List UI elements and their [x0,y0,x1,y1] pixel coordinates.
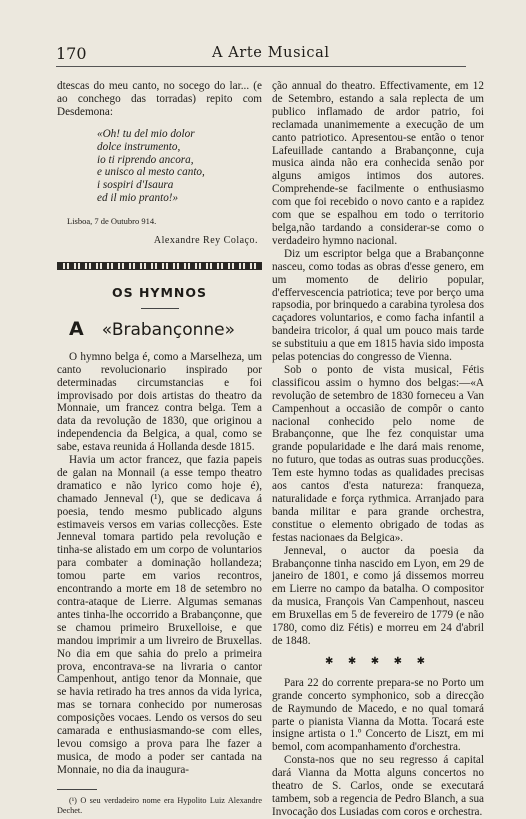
footnote: (¹) O seu verdadeiro nome era Hypolito Luiz Alexandre Dechet. [57,795,262,815]
ornament-divider [57,262,262,270]
paragraph: dtescas do meu canto, no socego do lar... (e ao conchego das torradas) repito com Desdemona: [57,80,262,118]
header-rule [56,66,466,67]
verse-line: «Oh! tu del mio dolor [97,127,195,140]
paragraph: Jenneval, o auctor da poesia da Brabançonne tinha nascido em Lyon, em 29 de janeiro de 1801, e como já dissemos morreu em Lierre no campo da batalha. O compositor da musica, François Van Campenhout, nasceu em Bruxellas em 5 de fevereiro de 1779 (e não 1780, como diz Fétis) e morreu em 24 d'abril de 1848. [272,544,484,647]
left-column [57,80,262,816]
section-rule [141,308,179,309]
paragraph: Consta-nos que no seu regresso á capital dará Vianna da Motta alguns concertos no theatro de S. Carlos, onde se executará tambem, sob a regencia de Pedro Blanch, a sua Invocação dos Lusiadas com coros e orchestra. [272,754,484,818]
right-column [272,80,484,819]
asterism-divider: ✱ ✱ ✱ ✱ ✱ [325,655,431,667]
section-title: OS HYMNOS [111,284,208,300]
paragraph: Sob o ponto de vista musical, Fétis classificou assim o hymno dos belgas:—«A revolução de setembro de 1830 forneceu a Van Campenhout a occasião de compôr o canto nacional conhecido pelo nome de Brabançonne, que lhe fez conquistar uma grande popularidade e lhe dará mais renome, no futuro, que todas as outras suas producções. Tem este hymno todas as qualidades precisas aos cantos d'esta natureza: franqueza, naturalidade e força rythmica. Arranjado para banda militar e para grande orchestra, constitue o elemento obrigado de todas as festas nacionaes da Belgica». [272,363,484,544]
paragraph: O hymno belga é, como a Marselheza, um canto revolucionario inspirado por determinadas circumstancias e foi improvisado por dois artistas do theatro da Monnaie, um francez contra belga. Tem a data da revolução de 1830, que originou a independencia da Belgica, a qual, como se sabe, estava reunida á Hollanda desde 1815. [57,350,262,454]
verse-line: dolce instrumento, [97,140,181,153]
paragraph: Para 22 do corrente prepara-se no Porto um grande concerto symphonico, sob a direcção de Raymundo de Macedo, e no qual tomará parte o pianista Vianna da Motta. Tocará este insigne artista o 1.º Concerto de Liszt, em mi bemol, com acompanhamento d'orchestra. [272,676,484,754]
author-signature: Alexandre Rey Colaço. [153,235,258,247]
paragraph: Diz um escriptor belga que a Brabançonne nasceu, como todas as obras d'esse genero, em um momento de delirio popular, d'effervescencia patriotica; teve por berço uma rapsodia, por brinquedo a carabina tyrolesa dos caçadores voluntarios, e como facha infantil a bandeira tricolor, á qual um pouco mais tarde se substituiu a que em 1815 havia sido imposta pelas potencias do congresso de Vienna. [272,247,484,364]
page-number: 170 [56,44,87,63]
journal-title: A Arte Musical [212,45,330,61]
letter-date: Lisboa, 7 de Outubro 914. [67,216,157,227]
verse-line: i sospiri d'Isaura [97,179,174,192]
verse-line: io ti riprendo ancora, [97,153,194,166]
verse-quote [97,128,262,205]
verse-line: e unisco al mesto canto, [97,166,205,179]
paragraph: ção annual do theatro. Effectivamente, em 12 de Setembro, estando a sala replecta de um publico inflamado de ardor patrio, foi reclamada unanimemente a execução de um canto patriotico. Apresentou-se então o tenor Lafeuillade cantando a Brabançonne, cuja musica ainda não era conhecida senão por alguns amigos intimos dos autores. Comprehende-se facilmente o enthusiasmo com que foi recebido o novo canto e a rapidez com que se espalhou em todo o territorio belga,não tardando a considerar-se como o verdadeiro hymno nacional. [272,80,484,247]
article-title [69,317,262,340]
article-title-text: «Brabançonne» [101,319,236,340]
footnote-rule [57,789,97,790]
verse-line: ed il mio pranto!» [97,192,179,205]
paragraph: Havia um actor francez, que fazia papeis de galan na Monnail (a esse tempo theatro dramatico e não lyrico como hoje é), chamado Jenneval (¹), que se dedicava á poesia, tendo mesmo publicado alguns estimaveis versos em varias collecções. Este Jenneval tomara partido pela revolução e tinha-se alistado em um corpo de voluntarios para combater a dominação hollandeza; tomou parte em varios recontros, encontrando a morte em 18 de setembro no contra-ataque de Lierre. Algumas semanas antes tinha-lhe occorrido a Brabançonne, que se chamou primeiro Bruxelloise, e que mandou imprimir a um livreiro de Bruxellas. No dia em que sahia do prelo a primeira prova, encontrava-se na livraria o cantor Campenhout, antigo tenor da Monnaie, que se havia retirado ha tres annos da vida lyrica, mas se tornara conhecido por numerosas composições vocaes. Lendo os versos do seu camarada e enthusiasmando-se com elles, levou comsigo a prova para lhe fazer a musica, de modo a poder ser cantada na Monnaie, no dia da inaugura- [57,454,262,776]
article-prefix: A [69,317,84,340]
